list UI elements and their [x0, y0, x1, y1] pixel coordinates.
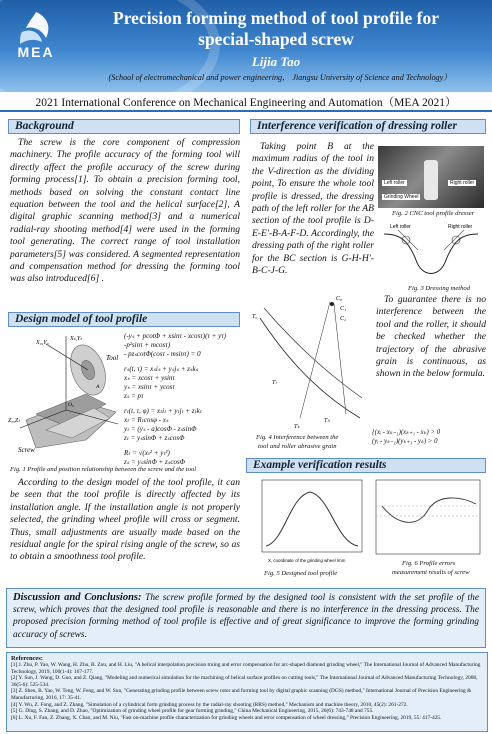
- figure-5-designed-tool-profile: [254, 476, 366, 566]
- reference-item: [4] Y. Wu, Z. Fong, and Z. Zhang, "Simulation of a cylindrical form grinding process by the radial-ray shooting (RRS) method," Mechanism and machine theory, 2010, 45(2): 261-272.: [11, 701, 408, 708]
- poster-title: [70, 8, 482, 50]
- conference-banner: 2021 International Conference on Mechanical Engineering and Automation（MEA 2021）: [0, 94, 492, 112]
- references-heading: References:: [11, 655, 43, 662]
- fig3-right-roller-label: Right roller: [448, 224, 473, 230]
- figure-3-dressing-method: [378, 220, 484, 284]
- fig4-label-tl: Tₗ: [272, 380, 277, 386]
- equation-line: zₜ = yₛsinΦ + zₛcosΦ: [124, 434, 185, 442]
- label-x0-y0: X₀,Y₀: [36, 340, 49, 346]
- figure-6-caption-line-1: Fig. 6 Profile errors: [402, 560, 456, 567]
- author-affiliation: (School of electromechanical and power engineering， Jiangsu University of Science and Technology）: [108, 73, 452, 82]
- poster-header: [0, 0, 492, 92]
- section-heading-design-model: Design model of tool profile: [8, 312, 240, 327]
- equation-line: Rₜ = √(xₜ² + yₜ²): [124, 449, 170, 457]
- fig4-label-c1: C₁: [340, 306, 347, 312]
- design-paragraph: According to the design model of the tool profile, it can be seen that the tool profile is directly affected by its installation angle. If the installation angle is not properly selected, the grinding wheel profile will cross or segment. Thus, small adjustments are usually made based on the residual angle for the spiral rising angle of the screw, so as to obtain a smoothness tool profile.: [10, 477, 240, 563]
- fig3-left-roller-label: Left roller: [390, 224, 411, 230]
- formula-line-2: (yᵢ - yₖ₋₁)(yₖ₊₁ - yₖ) > 0: [372, 438, 438, 445]
- fig5-x-axis-label: X, coordinate of the grinding wheel /mm: [268, 558, 346, 563]
- reference-item: [5] G. Ding, S. Zhang, and D. Zhao, "Optimization of grinding wheel profile for gear forming grinding," China Mechanical Engineering, 2015, 26(6): 743-748 and 755.: [11, 708, 374, 715]
- figure-6-profile-errors: [372, 476, 484, 558]
- background-paragraph: The screw is the core component of compression machinery. The profile accuracy of the forming tool will directly affect the profile accuracy of the screw during forming process[1]. To obtain a precision forming tool, methods based on solving the constant contact line equation between the tool and the helical surface[2], A digital graphic scanning method[3] and a numerical radial-ray shooting method[4] were used in the forming tool generating. The correct range of tool installation parameters[5] was considered. A segmented representation and compensation method for dressing the forming tool was also introduced[6] .: [10, 137, 240, 285]
- figure-1-caption: Fig. 1 Profile and position relationship between the screw and the tool: [10, 466, 197, 473]
- figure-3-caption: Fig. 3 Dressing method: [408, 285, 471, 292]
- equation-line: zₛ = pτ: [124, 392, 144, 400]
- title-line-1: Precision forming method of tool profile for: [113, 8, 439, 28]
- references-panel: [6, 652, 488, 732]
- discussion-text: The screw profile formed by the designed tool is consistent with the set profile of the screw, which proves that the designed tool profile is reasonable and there is no interference in the dressing process. The proposed precision forming method of tool profile is effective and of great significance to improve the forming grinding accuracy of screws.: [13, 593, 480, 640]
- fig4-label-c2: C₂: [340, 316, 347, 322]
- equation-block: [124, 332, 226, 467]
- section-heading-background: Background: [8, 119, 240, 134]
- discussion-label: Discussion and Conclusions:: [13, 592, 142, 603]
- tag-left-roller: Left roller: [384, 180, 405, 186]
- tag-grinding-wheel: Grinding Wheel: [384, 194, 419, 200]
- figure-6-caption-line-2: measurement results of screw: [392, 569, 470, 576]
- equation-line: rₛ(t, τ) = xₛiₛ + yₛjₛ + zₛkₛ: [124, 365, 199, 373]
- label-a: A: [96, 384, 100, 390]
- section-heading-example: Example verification results: [246, 458, 486, 473]
- reference-item: [1] J. Zhu, P. Yao, W. Wang, H. Zhu, B. Zou, and H. Liu, "A helical interpolation precision truing and error compensation for arc-shaped diamond grinding wheel," The International Journal of Advanced Manufacturing Technology, 2019, 100(1-4): 167-177.: [11, 662, 481, 675]
- equation-line: -p²sinτ + mcosτ): [124, 341, 171, 349]
- equation-line: yₜ = (yₛ - a)cosΦ - zₛsinΦ: [124, 425, 197, 433]
- logo-text: MEA: [17, 44, 55, 60]
- title-line-2: special-shaped screw: [198, 29, 354, 49]
- label-o0: O₀: [68, 402, 74, 408]
- fig4-label-th: Tₕ: [324, 418, 330, 424]
- equation-line: xₜ = Rₜcosφ - xₛ: [124, 416, 169, 424]
- equation-line: - pzₛcotΦ(cosτ - msinτ) = 0: [124, 350, 201, 358]
- fig4-label-ta: Tₐ: [252, 314, 258, 320]
- figure-2-cnc-dresser-photo: [378, 146, 484, 208]
- reference-item: [3] Z. Shen, B. Yao, W. Teng, W. Feng, and W. Sun, "Generating grinding profile between screw rotor and forming tool by digital graphic scanning (DGS) method," International Journal of Precision Engineering & Manufacturing, 2016, 17: 35-41.: [11, 688, 472, 701]
- interference-paragraph-2: To guarantee there is no interference between the tool and the roller, it should be checked whether the trajectory of the abrasive grain is continuous, as shown in the below formula.: [376, 294, 486, 380]
- background-text: [10, 137, 240, 286]
- label-screw: Screw: [18, 446, 35, 454]
- figure-4-caption-line-1: Fig. 4 Interference between the: [256, 434, 339, 441]
- formula-line-1: {(xᵢ - xₖ₋₁)(xₖ₊₁ - xₖ) > 0: [372, 429, 441, 436]
- equation-line: xₛ = xcosτ + ysinτ: [124, 374, 175, 382]
- equation-line: rₜ(t, τ, φ) = xₜiₜ + yₜjₜ + zₜkₜ: [124, 407, 202, 415]
- equation-line: yₛ = xsinτ + ycosτ: [124, 383, 175, 391]
- tag-right-roller: Right roller: [450, 180, 475, 186]
- figure-5-caption: Fig. 5 Designed tool profile: [264, 570, 338, 577]
- label-tool: Tool: [106, 354, 119, 362]
- discussion-panel: [6, 588, 486, 648]
- author-name: Lijia Tao: [251, 54, 301, 69]
- figure-4-interference-diagram: [250, 288, 372, 432]
- reference-item: [2] Y. Sun, J. Wang, D. Guo, and Z. Qiang, "Modeling and numerical simulation for the machining of helical surface profiles on cutting tools," The International Journal of Advanced Manufacturing Technology, 2008, 36(5-6): 525-534.: [11, 675, 478, 688]
- interference-text-1: [252, 141, 374, 277]
- figure-4-caption-line-2: tool and roller abrasive grain: [258, 443, 337, 450]
- interference-paragraph-1: Taking point B at the maximum radius of the tool in the V-direction as the dividing point, To ensure the whole tool profile is dressed, the dressing path of the left roller for the AB section of the tool profile is D-E-E'-B-A-F-D. Accordingly, the dressing path of the right roller for the BC section is G-H-H'-B-C-J-G.: [252, 141, 374, 277]
- interference-text-2: [376, 294, 486, 381]
- label-z0-zt: Z₀,Zₜ: [8, 418, 21, 424]
- section-heading-interference: Interference verification of dressing roller: [250, 119, 486, 134]
- wheel-shape: [424, 160, 438, 200]
- reference-item: [6] L. Xu, F. Fan, Z. Zhang, X. Chao, and M. Niu, "Fast on-machine profile characterization for grinding wheels and error compensation of wheel dressing," Precision Engineering, 2019, 55: 417-425.: [11, 714, 442, 721]
- equation-line: zₛ = yₛsinΦ + zₛcosΦ: [124, 458, 185, 466]
- label-xt-yt: Xₜ,Yₜ: [70, 336, 83, 342]
- fig4-label-tk: Tₖ: [294, 424, 300, 430]
- design-text: [10, 477, 240, 564]
- fig4-label-c0: C₀: [336, 296, 343, 302]
- figure-2-caption: Fig. 2 CNC tool profile dresser: [392, 210, 475, 217]
- continuity-formula: [372, 428, 440, 446]
- equation-line: (-yₛ + pcotΦ + xsinτ - xcosτ)(τ + yτ): [124, 332, 227, 340]
